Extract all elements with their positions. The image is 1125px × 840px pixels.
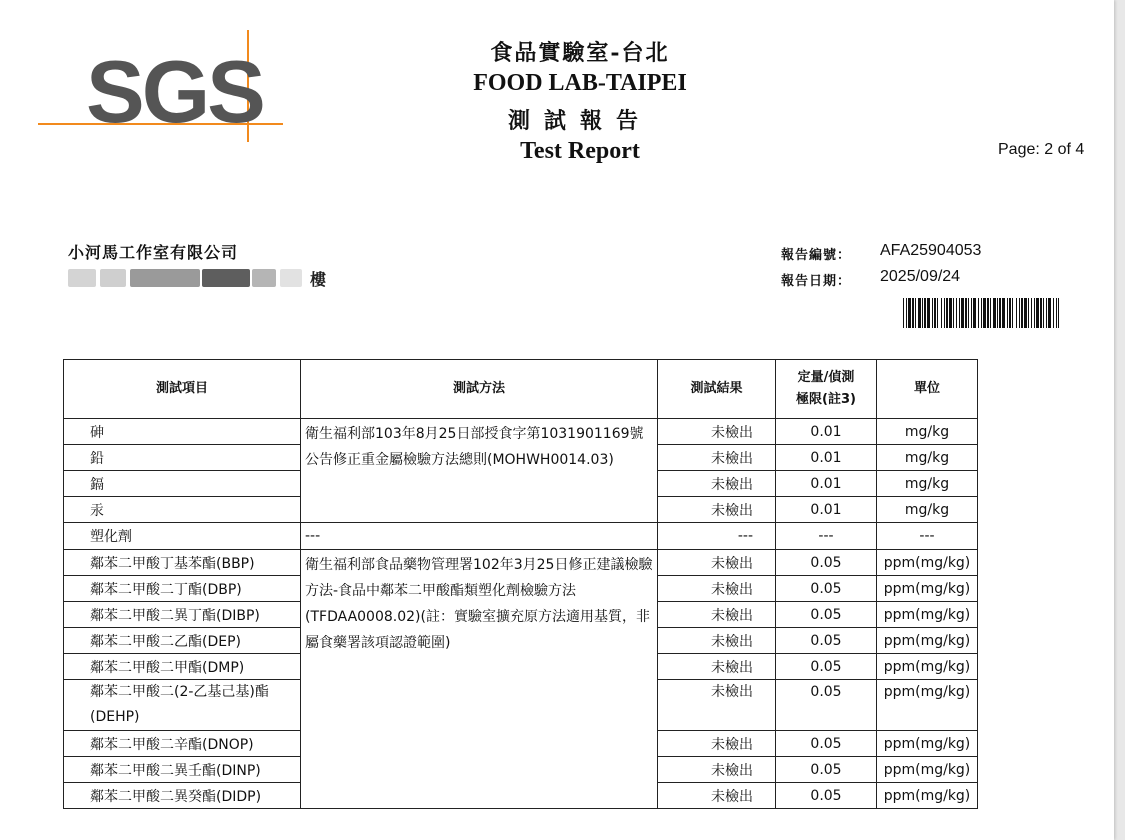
barcode-bar	[1056, 298, 1057, 328]
header-limit-line1: 定量/偵測	[797, 370, 855, 385]
barcode-bar	[915, 298, 916, 328]
test-result: 未檢出	[658, 497, 776, 523]
redaction-block	[280, 269, 302, 287]
unit: ppm(mg/kg)	[877, 654, 978, 680]
test-item: 鄰苯二甲酸丁基苯酯(BBP)	[64, 550, 301, 576]
test-result: 未檢出	[658, 654, 776, 680]
barcode-bar	[1007, 298, 1008, 328]
test-method-plasticizers: 衛生福利部食品藥物管理署102年3月25日修正建議檢驗方法-食品中鄰苯二甲酸酯類塑化劑檢驗方法(TFDAA0008.02)(註：實驗室擴充原方法適用基質，非屬食藥署該項認證範圍)	[301, 550, 658, 809]
detection-limit: 0.05	[776, 654, 877, 680]
barcode-bar	[908, 298, 911, 328]
client-address-redacted	[68, 267, 338, 289]
test-item: 砷	[64, 419, 301, 445]
test-item: 鉛	[64, 445, 301, 471]
unit: ppm(mg/kg)	[877, 680, 978, 731]
test-result: 未檢出	[658, 445, 776, 471]
barcode-bar	[927, 298, 930, 328]
barcode-bar	[912, 298, 914, 328]
unit: mg/kg	[877, 419, 978, 445]
barcode-bar	[965, 298, 967, 328]
logo-text: SGS	[86, 42, 263, 141]
barcode-bar	[971, 298, 972, 328]
test-method: ---	[301, 523, 658, 550]
barcode-bar	[949, 298, 952, 328]
barcode-bar	[1021, 298, 1023, 328]
barcode-bar	[993, 298, 996, 328]
detection-limit: 0.01	[776, 419, 877, 445]
header-test-item: 測試項目	[64, 360, 301, 419]
barcode-bar	[1016, 298, 1017, 328]
barcode-bar	[978, 298, 979, 328]
barcode-bar	[918, 298, 921, 328]
test-result: 未檢出	[658, 731, 776, 757]
barcode-bar	[1024, 298, 1027, 328]
detection-limit: 0.01	[776, 497, 877, 523]
detection-limit: ---	[776, 523, 877, 550]
test-result: 未檢出	[658, 628, 776, 654]
test-method-metals: 衛生福利部103年8月25日部授食字第1031901169號公告修正重金屬檢驗方法總則(MOHWH0014.03)	[301, 419, 658, 523]
detection-limit: 0.05	[776, 680, 877, 731]
test-item: 鄰苯二甲酸二辛酯(DNOP)	[64, 731, 301, 757]
test-result: 未檢出	[658, 680, 776, 731]
table-header-row	[64, 360, 978, 419]
header-limit	[776, 360, 877, 419]
test-item: 汞	[64, 497, 301, 523]
redaction-block	[68, 269, 96, 287]
unit: ppm(mg/kg)	[877, 757, 978, 783]
results-table	[63, 359, 978, 809]
barcode-bar	[1043, 298, 1044, 328]
unit: ppm(mg/kg)	[877, 550, 978, 576]
barcode-bar	[1009, 298, 1011, 328]
report-date: 2025/09/24	[880, 268, 961, 285]
barcode-bar	[981, 298, 982, 328]
test-result: 未檢出	[658, 757, 776, 783]
page-number: Page: 2 of 4	[998, 141, 1085, 158]
barcode-bar	[922, 298, 923, 328]
header-test-method: 測試方法	[301, 360, 658, 419]
barcode-bar	[987, 298, 989, 328]
barcode-bar	[1046, 298, 1047, 328]
barcode-bar	[937, 298, 938, 328]
test-item: 鄰苯二甲酸二異癸酯(DIDP)	[64, 783, 301, 809]
report-number-label: 報告編號：	[781, 248, 852, 263]
unit: ppm(mg/kg)	[877, 576, 978, 602]
barcode-bar	[1034, 298, 1035, 328]
redaction-block	[202, 269, 250, 287]
detection-limit: 0.01	[776, 471, 877, 497]
unit: mg/kg	[877, 471, 978, 497]
unit: ppm(mg/kg)	[877, 628, 978, 654]
redaction-block	[130, 269, 200, 287]
barcode-bar	[959, 298, 960, 328]
barcode-bar	[997, 298, 998, 328]
header-limit-line2: 極限(註3)	[796, 392, 856, 407]
header-unit: 單位	[877, 360, 978, 419]
test-result: 未檢出	[658, 550, 776, 576]
table-row	[64, 550, 978, 576]
report-number: AFA25904053	[880, 242, 982, 259]
lab-name-english: FOOD LAB-TAIPEI	[473, 70, 687, 96]
barcode-bar	[1036, 298, 1039, 328]
barcode-bar	[1002, 298, 1005, 328]
test-item: 鄰苯二甲酸二異丁酯(DIBP)	[64, 602, 301, 628]
unit: ppm(mg/kg)	[877, 731, 978, 757]
barcode-bar	[1031, 298, 1032, 328]
detection-limit: 0.05	[776, 731, 877, 757]
test-result: 未檢出	[658, 576, 776, 602]
detection-limit: 0.05	[776, 602, 877, 628]
test-result: 未檢出	[658, 602, 776, 628]
header-test-result: 測試結果	[658, 360, 776, 419]
detection-limit: 0.05	[776, 576, 877, 602]
unit: ppm(mg/kg)	[877, 602, 978, 628]
redaction-block	[100, 269, 126, 287]
test-item: 塑化劑	[64, 523, 301, 550]
detection-limit: 0.05	[776, 757, 877, 783]
barcode-bar	[953, 298, 954, 328]
report-title-english: Test Report	[520, 138, 640, 164]
barcode-bar	[990, 298, 991, 328]
barcode-bar	[906, 298, 907, 328]
lab-name-chinese: 食品實驗室-台北	[490, 40, 670, 66]
barcode-bar	[941, 298, 942, 328]
report-title-chinese: 測試報告	[507, 108, 652, 134]
unit: mg/kg	[877, 445, 978, 471]
test-result: ---	[658, 523, 776, 550]
barcode-bar	[1028, 298, 1029, 328]
barcode	[903, 298, 1059, 328]
test-item: 鄰苯二甲酸二丁酯(DBP)	[64, 576, 301, 602]
test-item: 鄰苯二甲酸二甲酯(DMP)	[64, 654, 301, 680]
report-date-label: 報告日期：	[781, 274, 852, 289]
test-item: 鄰苯二甲酸二乙酯(DEP)	[64, 628, 301, 654]
test-item: 鄰苯二甲酸二異壬酯(DINP)	[64, 757, 301, 783]
detection-limit: 0.01	[776, 445, 877, 471]
barcode-bar	[1048, 298, 1051, 328]
redaction-block	[252, 269, 276, 287]
barcode-bar	[956, 298, 957, 328]
detection-limit: 0.05	[776, 628, 877, 654]
barcode-bar	[973, 298, 976, 328]
detection-limit: 0.05	[776, 783, 877, 809]
test-item: 鎘	[64, 471, 301, 497]
barcode-bar	[1058, 298, 1059, 328]
barcode-bar	[999, 298, 1001, 328]
table-row	[64, 419, 978, 445]
barcode-bar	[944, 298, 945, 328]
test-result: 未檢出	[658, 419, 776, 445]
test-item: 鄰苯二甲酸二(2-乙基己基)酯(DEHP)	[64, 680, 301, 731]
barcode-bar	[946, 298, 948, 328]
barcode-bar	[983, 298, 986, 328]
test-result: 未檢出	[658, 783, 776, 809]
barcode-bar	[1012, 298, 1013, 328]
barcode-bar	[961, 298, 964, 328]
barcode-bar	[934, 298, 936, 328]
barcode-bar	[968, 298, 969, 328]
unit: ---	[877, 523, 978, 550]
barcode-bar	[1040, 298, 1042, 328]
barcode-bar	[932, 298, 933, 328]
unit: ppm(mg/kg)	[877, 783, 978, 809]
table-row	[64, 523, 978, 550]
unit: mg/kg	[877, 497, 978, 523]
detection-limit: 0.05	[776, 550, 877, 576]
test-result: 未檢出	[658, 471, 776, 497]
barcode-bar	[1019, 298, 1020, 328]
address-tail: 樓	[310, 270, 327, 289]
barcode-bar	[1053, 298, 1054, 328]
barcode-bar	[924, 298, 926, 328]
client-company-name: 小河馬工作室有限公司	[68, 243, 239, 262]
barcode-bar	[903, 298, 904, 328]
